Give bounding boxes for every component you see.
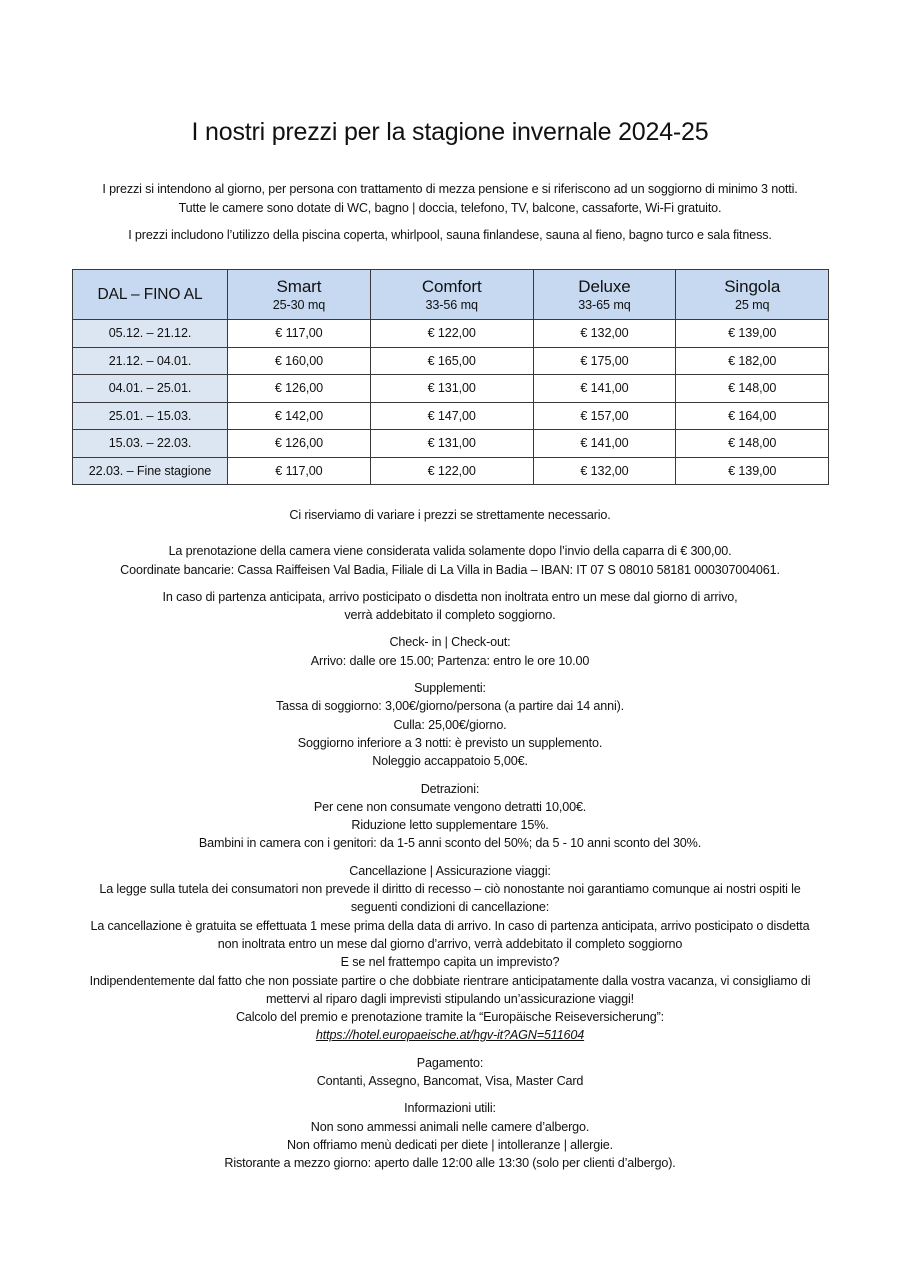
price-cell: € 164,00: [676, 402, 829, 430]
price-change-text: Ci riserviamo di variare i prezzi se strettamente necessario.: [289, 508, 611, 522]
cancellation-section: [20, 862, 880, 1045]
table-row: [73, 457, 829, 485]
price-cell: € 165,00: [370, 347, 533, 375]
checkin-section: [20, 633, 880, 670]
deduction-line: Riduzione letto supplementare 15%.: [351, 818, 549, 833]
supplements-section: [20, 679, 880, 770]
deposit-text: La prenotazione della camera viene considerata valida solamente dopo l’invio della caparra di € 300,00.: [168, 544, 732, 559]
supplement-line: Culla: 25,00€/giorno.: [393, 717, 507, 732]
price-cell: € 157,00: [533, 402, 676, 430]
room-name: Deluxe: [578, 276, 631, 296]
early-departure-line: verrà addebitato il completo soggiorno.: [344, 608, 556, 623]
intro-line-1: I prezzi si intendono al giorno, per persona con trattamento di mezza pensione e si riferiscono ad un soggiorno di minimo 3 notti.: [102, 182, 798, 196]
room-name: Smart: [276, 276, 322, 296]
price-table-header-row: [73, 270, 829, 320]
period-column-header: DAL – FINO AL: [73, 270, 228, 320]
useful-info-heading: Informazioni utili:: [404, 1101, 496, 1116]
column-header-smart: [228, 270, 371, 320]
price-cell: € 148,00: [676, 430, 829, 458]
cancellation-heading: Cancellazione | Assicurazione viaggi:: [349, 863, 551, 878]
price-cell: € 142,00: [228, 402, 371, 430]
deductions-heading: Detrazioni:: [420, 781, 480, 796]
room-name: Singola: [724, 276, 781, 296]
price-cell: € 141,00: [533, 375, 676, 403]
intro-section: [30, 180, 870, 245]
period-cell: 25.01. – 15.03.: [73, 402, 228, 430]
price-cell: € 141,00: [533, 430, 676, 458]
period-cell: 21.12. – 04.01.: [73, 347, 228, 375]
period-cell: 15.03. – 22.03.: [73, 430, 228, 458]
cancellation-line: Calcolo del premio e prenotazione tramite la “Europäische Reiseversicherung”:: [235, 1010, 665, 1025]
price-cell: € 132,00: [533, 320, 676, 348]
deduction-line: Bambini in camera con i genitori: da 1-5 anni sconto del 50%; da 5 - 10 anni sconto del 30%.: [198, 836, 702, 851]
supplements-heading: Supplementi:: [414, 681, 486, 696]
room-size: 33-56 mq: [425, 297, 478, 312]
payment-methods: Contanti, Assegno, Bancomat, Visa, Master Card: [316, 1074, 584, 1089]
column-header-comfort: [370, 270, 533, 320]
room-size: 25-30 mq: [272, 297, 326, 312]
cancellation-line: E se nel frattempo capita un imprevisto?: [340, 955, 560, 970]
column-header-deluxe: [533, 270, 676, 320]
price-cell: € 148,00: [676, 375, 829, 403]
price-cell: € 126,00: [228, 430, 371, 458]
price-cell: € 117,00: [228, 457, 371, 485]
cancellation-line: Indipendentemente dal fatto che non possiate partire o che dobbiate rientrare anticipatamente dalla vostra vacanza, vi consigliamo di: [89, 973, 811, 988]
cancellation-line: La legge sulla tutela dei consumatori non prevede il diritto di recesso – ciò nonostante noi garantiamo comunque ai nostri ospiti le: [99, 882, 801, 897]
price-cell: € 131,00: [370, 375, 533, 403]
table-row: [73, 375, 829, 403]
early-departure-note: [20, 588, 880, 625]
useful-info-line: Ristorante a mezzo giorno: aperto dalle 12:00 alle 13:30 (solo per clienti d’albergo).: [224, 1156, 676, 1171]
price-cell: € 182,00: [676, 347, 829, 375]
payment-heading: Pagamento:: [416, 1055, 484, 1070]
supplement-line: Tassa di soggiorno: 3,00€/giorno/persona (a partire dai 14 anni).: [276, 699, 624, 714]
deposit-note: [20, 542, 880, 579]
supplement-line: Noleggio accappatoio 5,00€.: [372, 754, 528, 769]
room-size: 25 mq: [734, 297, 770, 312]
checkin-heading: Check- in | Check-out:: [389, 635, 511, 650]
room-name: Comfort: [421, 276, 482, 296]
terms-section: [20, 506, 880, 1173]
cancellation-line: non inoltrata entro un mese dal giorno d’arrivo, verrà addebitato il completo soggiorno: [217, 936, 683, 951]
price-cell: € 147,00: [370, 402, 533, 430]
useful-info-line: Non offriamo menù dedicati per diete | intolleranze | allergie.: [287, 1137, 613, 1152]
table-row: [73, 320, 829, 348]
early-departure-line: In caso di partenza anticipata, arrivo posticipato o disdetta non inoltrata entro un mese dal giorno di arrivo,: [162, 589, 738, 604]
price-cell: € 160,00: [228, 347, 371, 375]
column-header-singola: [676, 270, 829, 320]
table-row: [73, 402, 829, 430]
room-size: 33-65 mq: [578, 297, 631, 312]
price-cell: € 132,00: [533, 457, 676, 485]
cancellation-line: seguenti condizioni di cancellazione:: [350, 900, 550, 915]
price-cell: € 122,00: [370, 457, 533, 485]
price-cell: € 117,00: [228, 320, 371, 348]
period-cell: 05.12. – 21.12.: [73, 320, 228, 348]
price-cell: € 175,00: [533, 347, 676, 375]
cancellation-line: La cancellazione è gratuita se effettuata 1 mese prima della data di arrivo. In caso di partenza anticipata, arrivo posticipato o disdetta: [90, 918, 810, 933]
period-cell: 04.01. – 25.01.: [73, 375, 228, 403]
useful-info-section: [20, 1099, 880, 1172]
deduction-line: Per cene non consumate vengono detratti 10,00€.: [313, 799, 587, 814]
useful-info-line: Non sono ammessi animali nelle camere d’albergo.: [310, 1119, 590, 1134]
deductions-section: [20, 780, 880, 853]
table-row: [73, 347, 829, 375]
supplement-line: Soggiorno inferiore a 3 notti: è previsto un supplemento.: [297, 735, 603, 750]
price-cell: € 126,00: [228, 375, 371, 403]
price-change-note: [20, 506, 880, 524]
intro-line-3: I prezzi includono l’utilizzo della piscina coperta, whirlpool, sauna finlandese, sauna al fieno, bagno turco e sala fitness.: [128, 228, 772, 242]
price-cell: € 139,00: [676, 457, 829, 485]
intro-line-2: Tutte le camere sono dotate di WC, bagno | doccia, telefono, TV, balcone, cassaforte, Wi-Fi gratuito.: [178, 201, 722, 215]
period-cell: 22.03. – Fine stagione: [73, 457, 228, 485]
cancellation-line: mettervi al riparo dagli imprevisti stipulando un’assicurazione viaggi!: [265, 991, 635, 1006]
price-table: [72, 269, 829, 485]
checkin-line: Arrivo: dalle ore 15.00; Partenza: entro le ore 10.00: [310, 653, 590, 668]
bank-details-text: Coordinate bancarie: Cassa Raiffeisen Val Badia, Filiale di La Villa in Badia – IBAN: IT 07 S 08010 58181 000307004061.: [120, 562, 780, 577]
payment-section: [20, 1054, 880, 1091]
price-cell: € 131,00: [370, 430, 533, 458]
page-title: I nostri prezzi per la stagione invernale 2024-25: [191, 118, 709, 146]
insurance-link[interactable]: https://hotel.europaeische.at/hgv-it?AGN=511604: [315, 1028, 585, 1043]
price-cell: € 139,00: [676, 320, 829, 348]
price-cell: € 122,00: [370, 320, 533, 348]
table-row: [73, 430, 829, 458]
